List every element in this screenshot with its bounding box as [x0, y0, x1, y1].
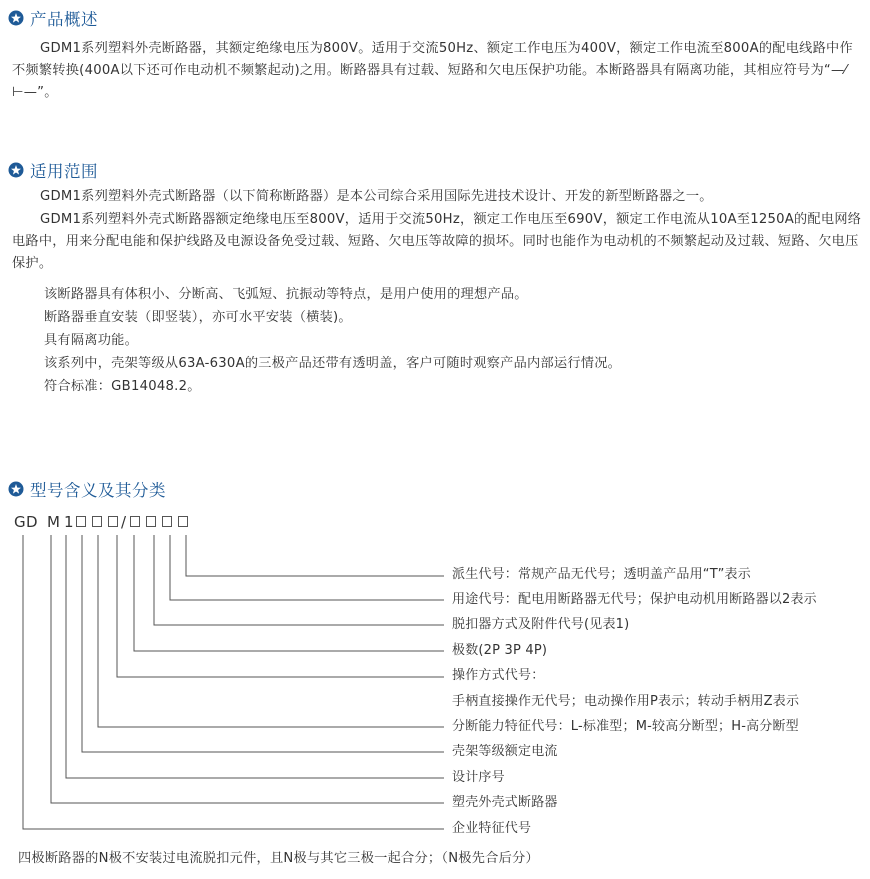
- desc-design-number: 设计序号: [452, 770, 505, 785]
- code-placeholder-box: [178, 516, 188, 527]
- desc-operation-detail: 手柄直接操作无代号；电动操作用P表示；转动手柄用Z表示: [452, 694, 800, 709]
- desc-derivative-code: 派生代号：常规产品无代号；透明盖产品用“T”表示: [452, 567, 751, 582]
- code-placeholder-box: [130, 516, 140, 527]
- scope-line-features: 该断路器具有体积小、分断高、飞弧短、抗振动等特点，是用户使用的理想产品。: [44, 287, 528, 302]
- desc-usage-code: 用途代号：配电用断路器无代号；保护电动机用断路器以2表示: [452, 592, 817, 607]
- desc-mccb: 塑壳外壳式断路器: [452, 795, 558, 810]
- code-letter-g: G: [14, 513, 27, 531]
- connector-breaking: [98, 535, 444, 727]
- desc-operation-code: 操作方式代号：: [452, 668, 545, 683]
- code-placeholder-box: [146, 516, 156, 527]
- connector-trip: [154, 535, 444, 625]
- model-title: 型号含义及其分类: [30, 481, 166, 500]
- code-placeholder-box: [76, 516, 86, 527]
- star-circle-icon: [8, 162, 24, 178]
- overview-header: [8, 6, 98, 30]
- connector-frame: [82, 535, 444, 752]
- code-placeholder-box: [92, 516, 102, 527]
- connector-derivative: [186, 535, 444, 576]
- model-header: [8, 477, 166, 501]
- scope-line-transparent-cover: 该系列中，壳架等级从63A-630A的三极产品还带有透明盖，客户可随时观察产品内部运行情况。: [44, 356, 622, 371]
- code-letter-m: M: [47, 513, 61, 531]
- connector-poles: [134, 535, 444, 651]
- connector-operation: [117, 535, 444, 677]
- scope-title: 适用范围: [30, 162, 98, 181]
- code-placeholder-box: [108, 516, 118, 527]
- code-letter-d: D: [26, 513, 39, 531]
- desc-trip-unit-code: 脱扣器方式及附件代号(见表1): [452, 617, 630, 632]
- scope-paragraph-2: GDM1系列塑料外壳式断路器额定绝缘电压至800V，适用于交流50Hz，额定工作电压至690V，额定工作电流从10A至1250A的配电网络电路中，用来分配电能和保护线路及电源设备免受过载、短路、欠电压等故障的损坏。同时也能作为电动机的不频繁起动及过载、短路、欠电压保护。: [12, 212, 862, 271]
- four-pole-note: 四极断路器的N极不安装过电流脱扣元件，且N极与其它三极一起合分；（N极先合后分）: [18, 851, 539, 866]
- desc-enterprise-code: 企业特征代号: [452, 821, 532, 836]
- connector-mccb: [51, 535, 444, 803]
- connector-design: [66, 535, 444, 778]
- scope-header: [8, 158, 98, 182]
- scope-paragraph-1: GDM1系列塑料外壳式断路器（以下简称断路器）是本公司综合采用国际先进技术设计、开发的新型断路器之一。: [40, 189, 713, 204]
- code-digit-1: 1: [64, 513, 75, 531]
- scope-line-isolation: 具有隔离功能。: [44, 333, 139, 348]
- code-slash: /: [121, 513, 128, 531]
- overview-title: 产品概述: [30, 10, 98, 29]
- connector-enterprise: [23, 535, 444, 829]
- star-circle-icon: [8, 481, 24, 497]
- overview-paragraph: GDM1系列塑料外壳断路器，其额定绝缘电压为800V。适用于交流50Hz、额定工作电压为400V，额定工作电流至800A的配电线路中作不频繁转换(400A以下还可作电动机不频繁起动)之用。断路器具有过载、短路和欠电压保护功能。本断路器具有隔离功能，其相应符号为“—⁄ ⊢—”。: [12, 41, 853, 100]
- star-circle-icon: [8, 10, 24, 26]
- desc-breaking-capacity: 分断能力特征代号：L-标准型；M-较高分断型；H-高分断型: [452, 719, 799, 734]
- scope-line-mounting: 断路器垂直安装（即竖装），亦可水平安装（横装)。: [44, 310, 352, 325]
- desc-poles: 极数(2P 3P 4P): [452, 643, 548, 658]
- scope-line-standard: 符合标准：GB14048.2。: [44, 379, 201, 394]
- code-placeholder-box: [162, 516, 172, 527]
- desc-frame-rating: 壳架等级额定电流: [452, 744, 558, 759]
- connector-usage: [170, 535, 444, 600]
